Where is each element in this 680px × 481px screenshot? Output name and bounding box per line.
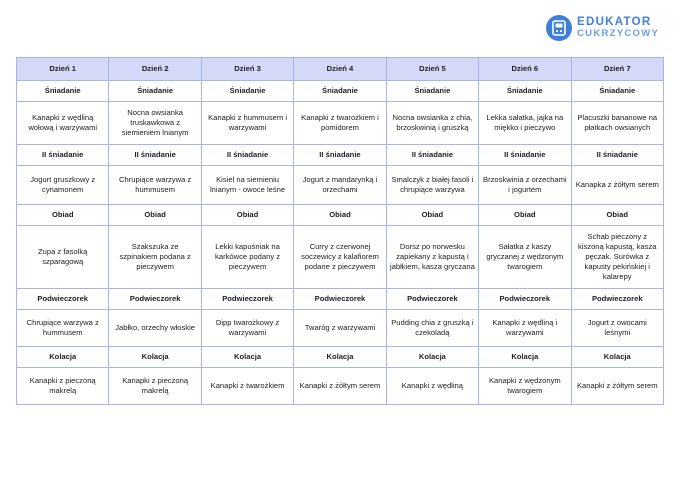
meal-cell: Twaróg z warzywami [294, 310, 386, 347]
meal-cell: Smalczyk z białej fasoli i chrupiące warzywa [386, 166, 478, 205]
meal-label-row-kolacja [17, 347, 664, 368]
meal-label: Obiad [386, 205, 478, 226]
meal-cell: Kanapki z wędzonym twarogiem [479, 368, 571, 405]
meal-label: Obiad [109, 205, 201, 226]
meal-cell: Kanapka z żółtym serem [571, 166, 663, 205]
meal-cell: Placuszki bananowe na płatkach owsianych [571, 102, 663, 145]
day-header: Dzień 2 [109, 58, 201, 81]
meal-label: II śniadanie [17, 145, 109, 166]
meal-label: II śniadanie [479, 145, 571, 166]
meal-label: II śniadanie [294, 145, 386, 166]
meal-cell: Chrupiące warzywa z hummusem [17, 310, 109, 347]
meal-cell: Kanapki z żółtym serem [571, 368, 663, 405]
meal-label: II śniadanie [386, 145, 478, 166]
meal-label: Śniadanie [17, 81, 109, 102]
meal-label: Podwieczorek [17, 289, 109, 310]
meal-label: Kolacja [109, 347, 201, 368]
meal-cell: Jogurt z owocami leśnymi [571, 310, 663, 347]
meal-label: Śniadanie [201, 81, 293, 102]
meal-label: Podwieczorek [386, 289, 478, 310]
meal-cell: Kanapki z twarożkiem i pomidorem [294, 102, 386, 145]
meal-label: Kolacja [386, 347, 478, 368]
meal-cell: Kanapki z wędliną [386, 368, 478, 405]
meal-label: Kolacja [479, 347, 571, 368]
meal-label: Obiad [479, 205, 571, 226]
day-header: Dzień 7 [571, 58, 663, 81]
meal-label-row-ii-sniadanie [17, 145, 664, 166]
meal-label: Podwieczorek [294, 289, 386, 310]
meal-cell: Pudding chia z gruszką i czekoladą [386, 310, 478, 347]
meal-items-row-sniadanie [17, 102, 664, 145]
meal-label: II śniadanie [201, 145, 293, 166]
meal-label: Obiad [571, 205, 663, 226]
meal-label: Podwieczorek [201, 289, 293, 310]
meal-cell: Lekka sałatka, jajka na miękko i pieczywo [479, 102, 571, 145]
logo-subtitle: CUKRZYCOWY [577, 28, 660, 39]
meal-label-row-podwieczorek [17, 289, 664, 310]
meal-cell: Schab pieczony z kiszoną kapustą, kasza pęczak. Surówka z kapusty pekińskiej i kalarepy [571, 226, 663, 289]
meal-cell: Nocna owsianka truskawkowa z siemieniem lnianym [109, 102, 201, 145]
meal-label: Kolacja [17, 347, 109, 368]
day-header: Dzień 6 [479, 58, 571, 81]
day-header: Dzień 5 [386, 58, 478, 81]
meal-items-row-podwieczorek [17, 310, 664, 347]
day-header: Dzień 1 [17, 58, 109, 81]
meal-cell: Nocna owsianka z chia, brzoskwinią i gruszką [386, 102, 478, 145]
meal-label: Śniadanie [571, 81, 663, 102]
meal-cell: Kanapki z wędliną wołową i warzywami [17, 102, 109, 145]
meal-cell: Kanapki z pieczoną makrelą [109, 368, 201, 405]
meal-cell: Jogurt z mandarynką i orzechami [294, 166, 386, 205]
meal-cell: Kisiel na siemieniu lnianym - owoce leśne [201, 166, 293, 205]
logo [546, 13, 660, 43]
meal-label-row-obiad [17, 205, 664, 226]
meal-cell: Kanapki z pieczoną makrelą [17, 368, 109, 405]
meal-label: Śniadanie [479, 81, 571, 102]
meal-label-row-sniadanie [17, 81, 664, 102]
meal-cell: Chrupiące warzywa z hummusem [109, 166, 201, 205]
meal-label: II śniadanie [109, 145, 201, 166]
meal-cell: Kanapki z twarożkiem [201, 368, 293, 405]
day-header: Dzień 3 [201, 58, 293, 81]
meal-cell: Jabłko, orzechy włoskie [109, 310, 201, 347]
day-header: Dzień 4 [294, 58, 386, 81]
meal-cell: Sałatka z kaszy gryczanej z wędzonym twarogiem [479, 226, 571, 289]
logo-title: EDUKATOR [577, 16, 652, 28]
meal-label: Kolacja [294, 347, 386, 368]
meal-cell: Zupa z fasolką szparagową [17, 226, 109, 289]
glucometer-icon [546, 15, 572, 41]
meal-label: Śniadanie [386, 81, 478, 102]
meal-label: Śniadanie [109, 81, 201, 102]
meal-cell: Kanapki z hummusem i warzywami [201, 102, 293, 145]
meal-cell: Dipp twarożkowy z warzywami [201, 310, 293, 347]
meal-label: Podwieczorek [479, 289, 571, 310]
meal-plan-table [16, 57, 664, 405]
meal-cell: Kanapki z żółtym serem [294, 368, 386, 405]
meal-items-row-obiad [17, 226, 664, 289]
day-header-row [17, 58, 664, 81]
meal-cell: Szakszuka ze szpinakiem podana z pieczywem [109, 226, 201, 289]
meal-label: II śniadanie [571, 145, 663, 166]
logo-text [577, 16, 659, 40]
meal-label: Obiad [201, 205, 293, 226]
meal-cell: Lekki kapuśniak na karkówce podany z pieczywem [201, 226, 293, 289]
meal-cell: Dorsz po norwesku zapiekany z kapustą i jabłkiem, kasza gryczana [386, 226, 478, 289]
meal-items-row-kolacja [17, 368, 664, 405]
meal-label: Podwieczorek [109, 289, 201, 310]
meal-label: Obiad [294, 205, 386, 226]
meal-label: Podwieczorek [571, 289, 663, 310]
meal-label: Kolacja [201, 347, 293, 368]
meal-cell: Curry z czerwonej soczewicy z kalafiorem podane z pieczywem [294, 226, 386, 289]
meal-label: Kolacja [571, 347, 663, 368]
meal-cell: Brzoskwinia z orzechami i jogurtem [479, 166, 571, 205]
meal-label: Obiad [17, 205, 109, 226]
meal-items-row-ii-sniadanie [17, 166, 664, 205]
meal-label: Śniadanie [294, 81, 386, 102]
meal-cell: Jogurt gruszkowy z cynamonem [17, 166, 109, 205]
meal-cell: Kanapki z wędliną i warzywami [479, 310, 571, 347]
